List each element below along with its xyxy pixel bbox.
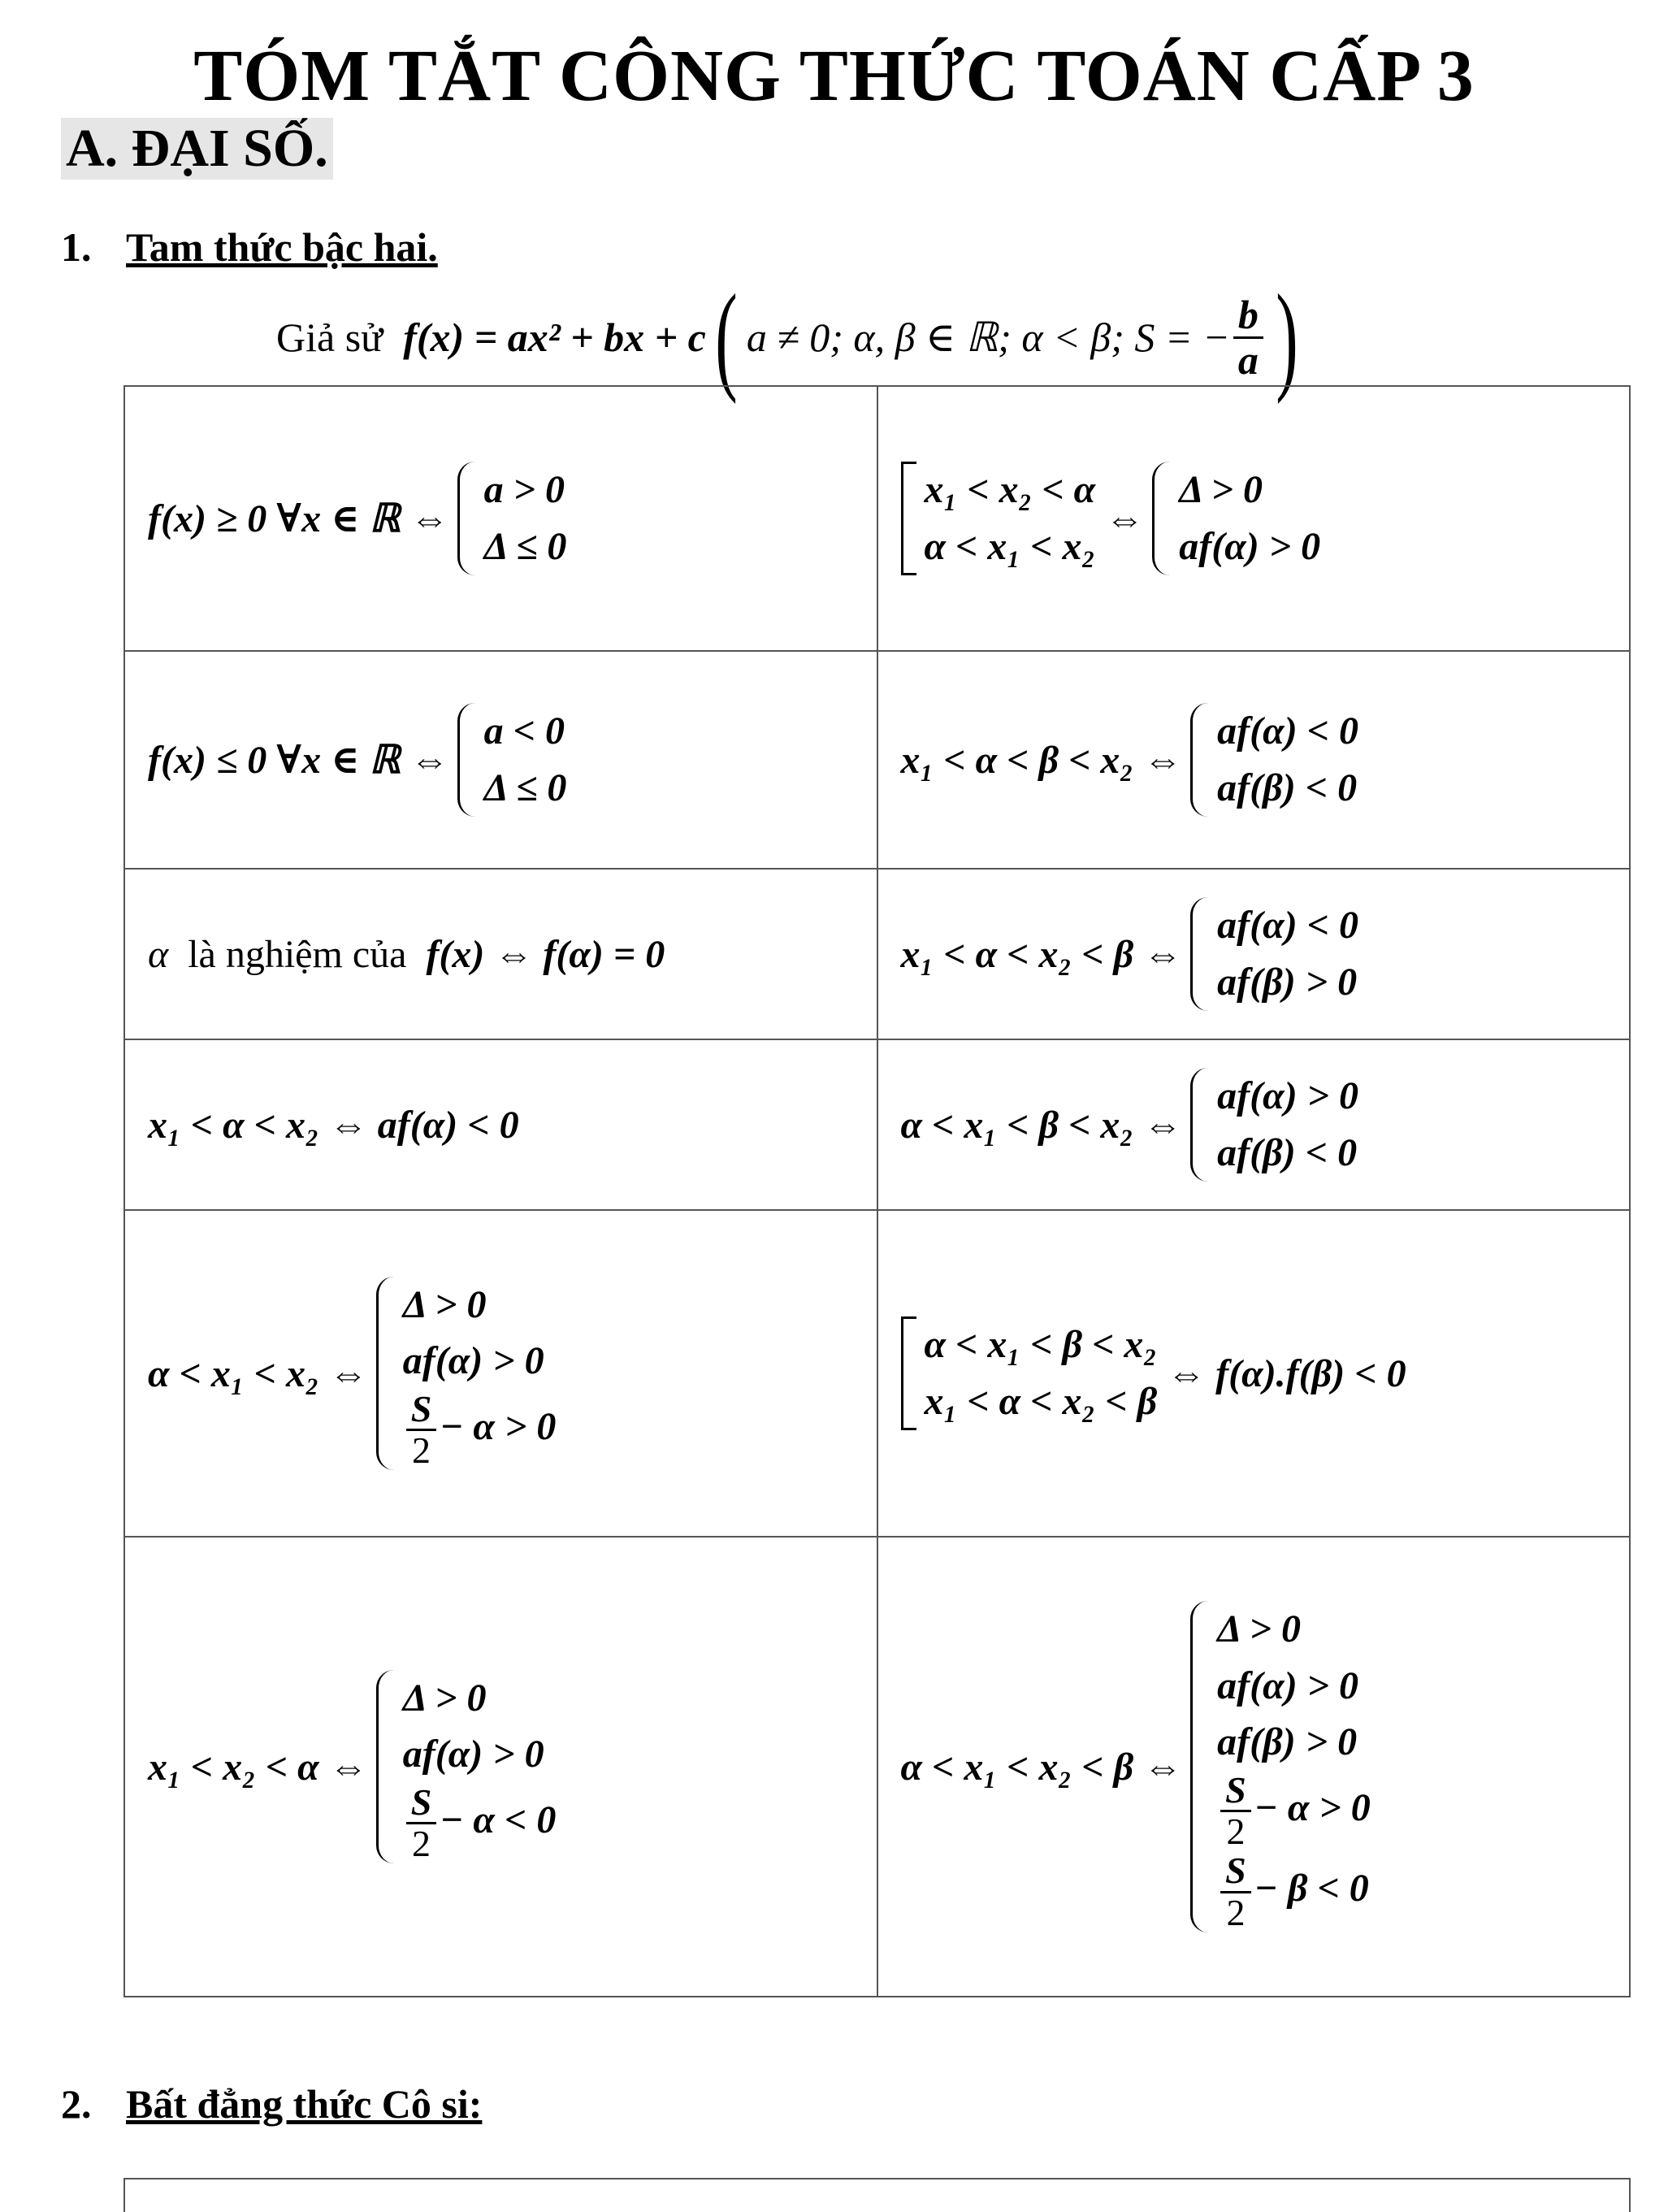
table-cell <box>877 1537 1631 1997</box>
formula-lhs: x₁ < α < x₂ < β ⇔ <box>900 932 1183 976</box>
formula-lhs: α < x₁ < x₂ ⇔ <box>148 1351 368 1395</box>
system-line: af(α) > 0 <box>1217 1663 1359 1707</box>
table-cell <box>124 651 877 869</box>
frac-row-tail: − α < 0 <box>440 1798 557 1841</box>
formula-lhs: f(x) ≤ 0 ∀x ∈ ℝ ⇔ <box>148 739 449 782</box>
system-line: af(β) < 0 <box>1217 1131 1358 1174</box>
system-line: Δ > 0 <box>1179 468 1263 512</box>
case-line: α < x₁ < β < x₂ <box>924 1323 1158 1367</box>
subsection-title: Bất đẳng thức Cô si: <box>126 2081 483 2127</box>
root-text: là nghiệm của <box>188 932 407 976</box>
brace-icon <box>457 462 478 575</box>
table-cell <box>124 1039 877 1210</box>
brace-icon <box>376 1670 396 1864</box>
system-line: a > 0 <box>483 468 565 512</box>
frac-row-tail: − β < 0 <box>1254 1867 1369 1911</box>
system-line: Δ > 0 <box>402 1676 487 1720</box>
brace-icon <box>1152 462 1172 575</box>
formula-lhs: x₁ < α < β < x₂ ⇔ <box>900 738 1183 782</box>
frac-denominator: 2 <box>1226 1891 1246 1933</box>
system-line: a < 0 <box>483 709 565 753</box>
brace-icon <box>457 703 478 816</box>
table-row <box>124 1537 1630 1997</box>
frac-numerator: S <box>406 1390 437 1431</box>
alpha-symbol: α <box>148 932 169 976</box>
case-line: x₁ < α < x₂ < β <box>924 1380 1158 1423</box>
brace-icon <box>1190 1601 1211 1932</box>
case-line: x₁ < x₂ < α <box>924 468 1096 512</box>
subsection-number: 1. <box>61 224 92 270</box>
intro-prefix: Giả sử <box>276 314 383 360</box>
system-line: Δ > 0 <box>402 1282 487 1326</box>
frac-denominator: 2 <box>412 1823 431 1865</box>
section-heading-algebra: A. ĐẠI SỐ. <box>61 118 333 180</box>
subsection-number: 2. <box>61 2081 92 2127</box>
table-cell <box>124 1210 877 1537</box>
table-cell <box>877 1039 1631 1210</box>
document-title: TÓM TẮT CÔNG THỨC TOÁN CẤP 3 <box>193 36 1475 116</box>
subsection-quadratic <box>61 223 438 271</box>
system-line-fraction <box>403 1387 557 1472</box>
table-cell <box>877 869 1631 1039</box>
system-line: af(α) > 0 <box>1179 525 1321 568</box>
right-paren-icon: ) <box>1276 270 1298 405</box>
bracket-icon <box>901 462 916 575</box>
table-cell <box>124 386 877 651</box>
system-line-fraction <box>1217 1768 1371 1853</box>
table-cell <box>877 651 1631 869</box>
system-line-fraction <box>403 1780 557 1865</box>
frac-denominator: 2 <box>412 1429 431 1472</box>
brace-icon <box>1190 1068 1211 1181</box>
intro-conditions: a ≠ 0; α, β ∈ ℝ; α < β; S = − <box>746 314 1230 360</box>
system-line: af(α) < 0 <box>1217 904 1359 948</box>
frac-numerator: b <box>1233 293 1263 339</box>
formula-rhs: f(x) ⇔ f(α) = 0 <box>426 932 665 976</box>
system-line: af(α) > 0 <box>402 1733 544 1776</box>
intro-assumption <box>276 270 1307 405</box>
formula-lhs: α < x₁ < β < x₂ ⇔ <box>900 1103 1183 1147</box>
frac-row-tail: − α > 0 <box>1254 1785 1371 1829</box>
table-row <box>124 651 1630 869</box>
table-row <box>124 869 1630 1039</box>
frac-row-tail: − α > 0 <box>440 1404 557 1448</box>
formula-lhs: α < x₁ < x₂ < β ⇔ <box>900 1745 1183 1789</box>
table-cell <box>877 386 1631 651</box>
frac-numerator: S <box>406 1783 437 1824</box>
table-cell <box>124 869 877 1039</box>
equiv-symbol: ⇔ <box>1105 497 1145 540</box>
subsection-title: Tam thức bậc hai. <box>126 224 438 270</box>
formula-rhs: ⇔ f(α).f(β) < 0 <box>1167 1351 1406 1395</box>
system-line: Δ ≤ 0 <box>483 766 567 809</box>
brace-icon <box>1190 703 1211 816</box>
intro-function: f(x) = ax² + bx + c <box>403 314 706 360</box>
table-cell <box>124 1537 877 1997</box>
frac-denominator: 2 <box>1226 1811 1246 1853</box>
intro-fraction <box>1233 293 1263 381</box>
system-line: af(α) < 0 <box>1217 709 1359 753</box>
system-line: af(α) > 0 <box>1217 1074 1359 1118</box>
frac-numerator: S <box>1220 1851 1251 1893</box>
table-cell <box>877 1210 1631 1537</box>
table-row <box>124 386 1630 651</box>
system-line: af(β) > 0 <box>1217 961 1358 1004</box>
system-line: Δ > 0 <box>1217 1607 1301 1651</box>
system-line: Δ ≤ 0 <box>483 525 567 568</box>
bracket-icon <box>901 1316 916 1429</box>
formula: x₁ < α < x₂ ⇔ af(α) < 0 <box>148 1103 519 1147</box>
case-line: α < x₁ < x₂ <box>924 525 1096 568</box>
frac-denominator: a <box>1237 336 1259 383</box>
formula-lhs: f(x) ≥ 0 ∀x ∈ ℝ ⇔ <box>148 497 449 540</box>
frac-numerator: S <box>1220 1771 1251 1812</box>
formula-lhs: x₁ < x₂ < α ⇔ <box>148 1745 368 1789</box>
cauchy-table-top <box>123 2178 1631 2212</box>
system-line: af(β) < 0 <box>1217 766 1358 809</box>
brace-icon <box>1190 897 1211 1010</box>
subsection-cauchy <box>61 2080 482 2127</box>
quadratic-table <box>123 385 1631 1997</box>
system-line-fraction <box>1217 1851 1371 1932</box>
brace-icon <box>376 1277 396 1471</box>
system-line: af(α) > 0 <box>402 1339 544 1383</box>
table-row <box>124 1210 1630 1537</box>
left-paren-icon: ( <box>715 270 738 405</box>
table-row <box>124 1039 1630 1210</box>
system-line: af(β) > 0 <box>1217 1720 1358 1764</box>
